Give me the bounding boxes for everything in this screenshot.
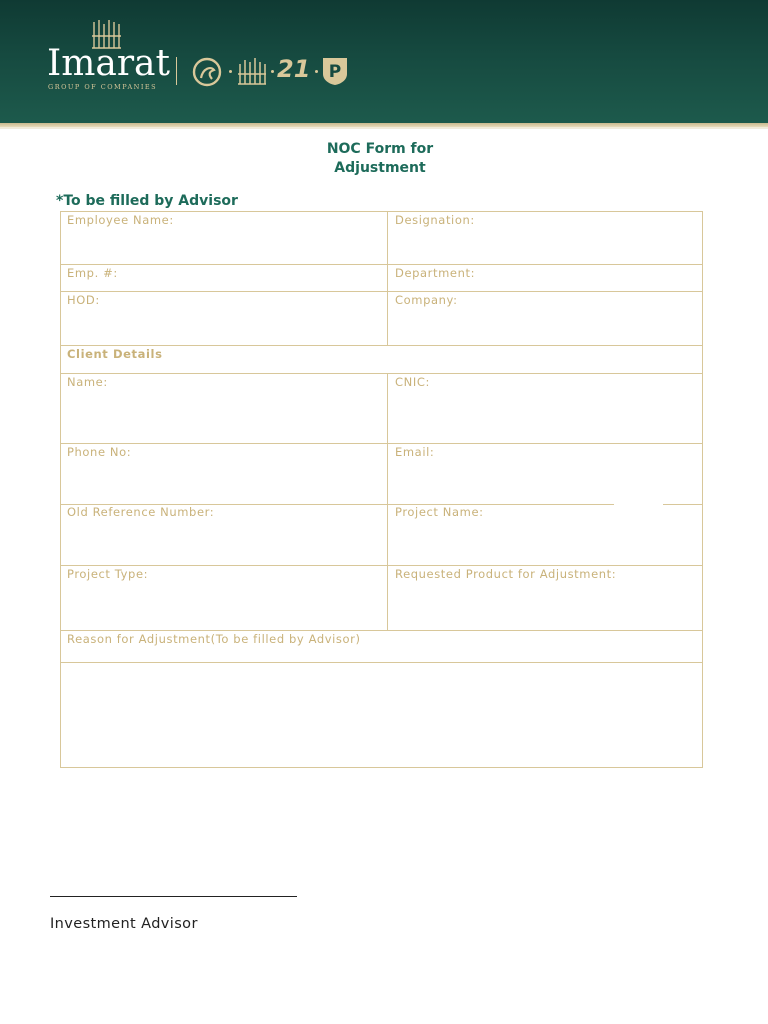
designation-field[interactable]: Designation: xyxy=(395,213,475,227)
column-divider xyxy=(387,212,388,345)
row-divider xyxy=(61,630,702,631)
p-shield-icon xyxy=(321,56,349,86)
logo-wordmark: Imarat xyxy=(47,43,170,84)
tower-brand-icon xyxy=(237,56,267,86)
phone-field[interactable]: Phone No: xyxy=(67,445,132,459)
emp-number-field[interactable]: Emp. #: xyxy=(67,266,118,280)
separator-dot xyxy=(315,70,318,73)
advisor-note: *To be filled by Advisor xyxy=(56,193,238,209)
brand-21-logo: 21 xyxy=(277,55,311,83)
old-reference-field[interactable]: Old Reference Number: xyxy=(67,505,215,519)
employee-name-field[interactable]: Employee Name: xyxy=(67,213,174,227)
circle-brand-icon xyxy=(191,56,223,88)
project-type-field[interactable]: Project Type: xyxy=(67,567,149,581)
row-divider xyxy=(663,504,702,505)
p-shield-letter: P xyxy=(328,62,342,82)
separator-dot xyxy=(229,70,232,73)
header-light-rule xyxy=(0,127,768,129)
client-details-heading: Client Details xyxy=(67,347,163,361)
company-field[interactable]: Company: xyxy=(395,293,458,307)
signature-label: Investment Advisor xyxy=(50,916,198,932)
separator-dot xyxy=(271,70,274,73)
noc-form-table xyxy=(60,211,703,768)
department-field[interactable]: Department: xyxy=(395,266,476,280)
logo-divider xyxy=(176,57,177,85)
form-title-line2: Adjustment xyxy=(334,160,426,176)
row-divider xyxy=(61,291,702,292)
reason-textarea[interactable] xyxy=(61,663,702,767)
hod-field[interactable]: HOD: xyxy=(67,293,100,307)
row-divider xyxy=(61,565,702,566)
row-divider xyxy=(61,373,702,374)
header-banner xyxy=(0,0,768,123)
column-divider xyxy=(387,373,388,630)
row-divider xyxy=(61,443,702,444)
reason-label: Reason for Adjustment(To be filled by Advisor) xyxy=(67,632,361,646)
requested-product-field[interactable]: Requested Product for Adjustment: xyxy=(395,567,617,581)
row-divider xyxy=(61,345,702,346)
project-name-field[interactable]: Project Name: xyxy=(395,505,484,519)
form-title-line1: NOC Form for xyxy=(326,141,434,157)
client-name-field[interactable]: Name: xyxy=(67,375,108,389)
row-divider xyxy=(61,264,702,265)
email-field[interactable]: Email: xyxy=(395,445,435,459)
signature-line xyxy=(50,896,297,897)
cnic-field[interactable]: CNIC: xyxy=(395,375,430,389)
logo-subtitle: GROUP OF COMPANIES xyxy=(48,83,158,91)
